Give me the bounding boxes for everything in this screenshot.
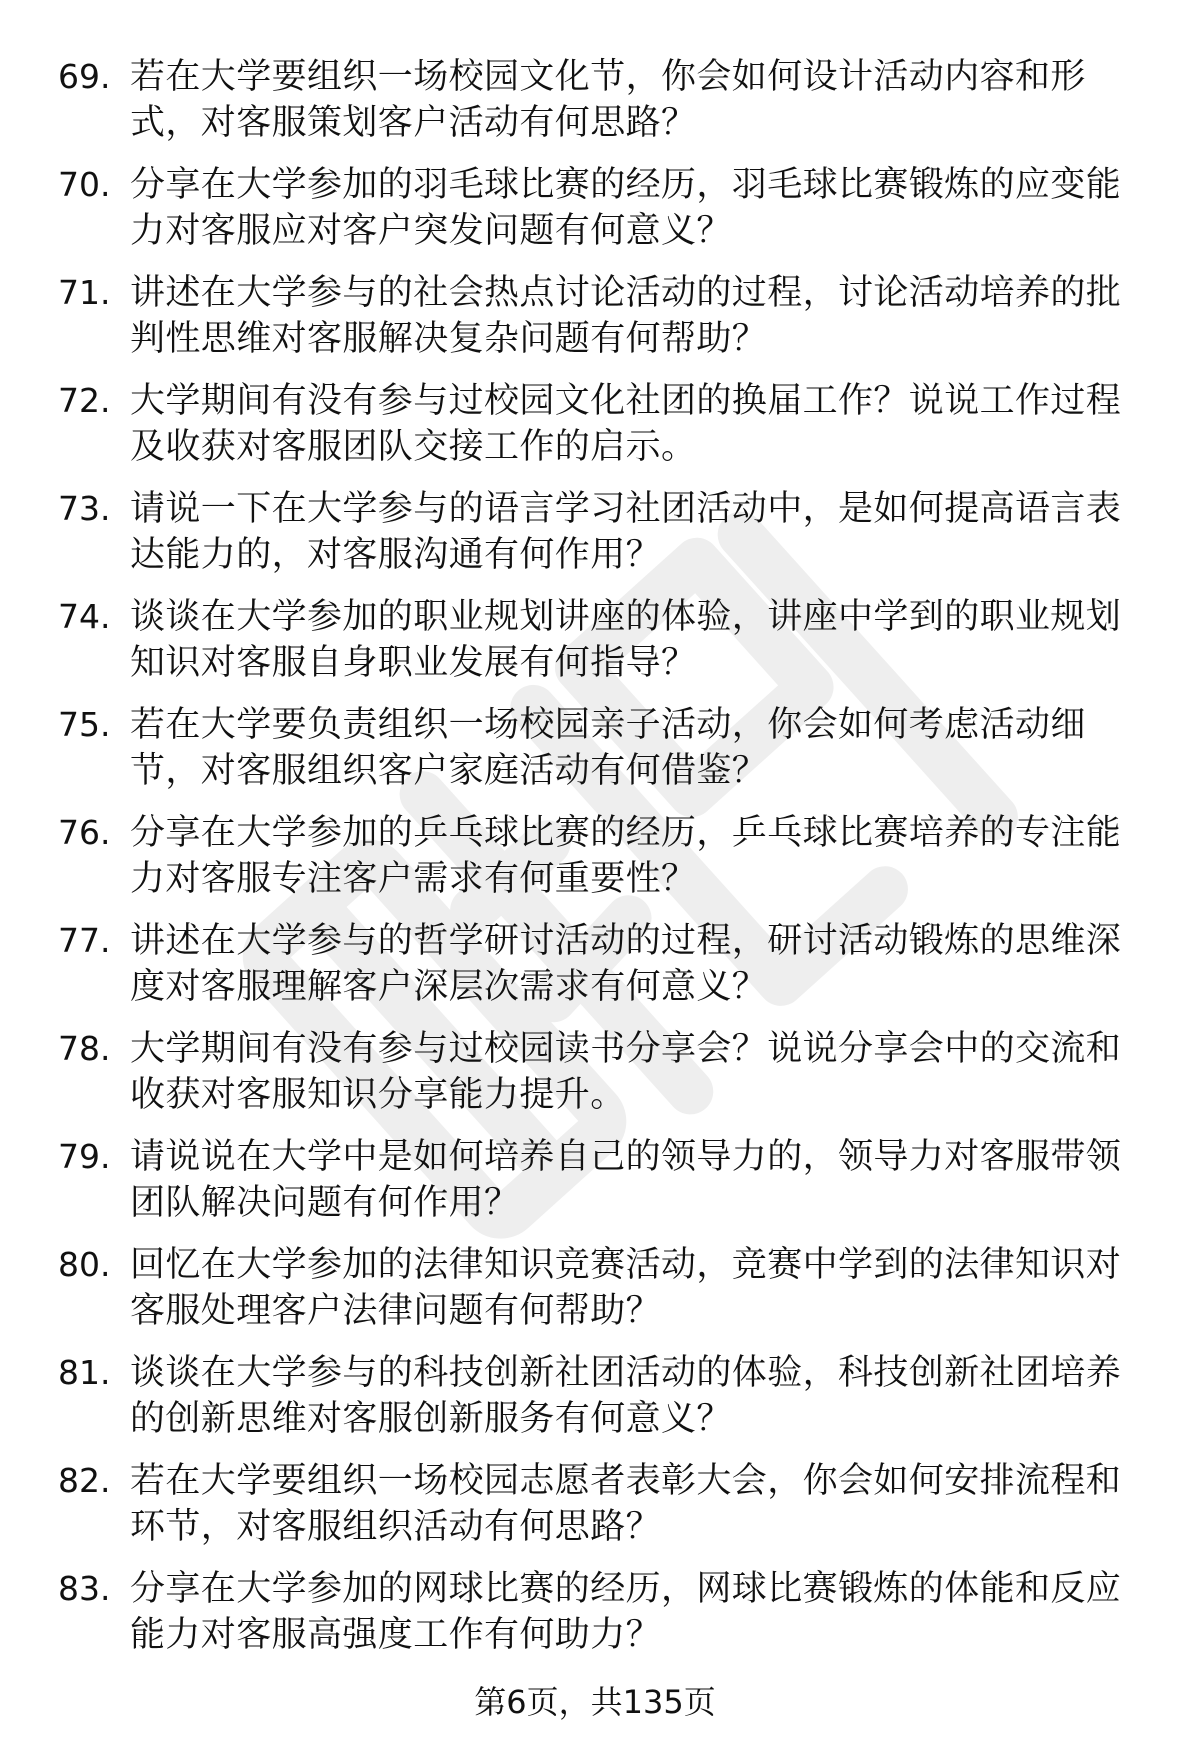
question-number: 82. [58,1461,111,1500]
question-text: 若在大学要组织一场校园志愿者表彰大会，你会如何安排流程和环节，对客服组织活动有何思路？ [130,1461,1122,1547]
question-number: 73. [58,489,111,528]
question-number: 79. [58,1137,111,1176]
question-item [58,810,1148,918]
question-number: 70. [58,165,111,204]
question-number: 78. [58,1029,111,1068]
question-number: 71. [58,273,111,312]
question-text: 谈谈在大学参与的科技创新社团活动的体验，科技创新社团培养的创新思维对客服创新服务有何意义？ [130,1353,1122,1439]
question-item [58,918,1148,1026]
question-number: 75. [58,705,111,744]
question-text: 讲述在大学参与的社会热点讨论活动的过程，讨论活动培养的批判性思维对客服解决复杂问题有何帮助？ [130,273,1122,359]
question-text: 若在大学要组织一场校园文化节，你会如何设计活动内容和形式，对客服策划客户活动有何思路？ [130,57,1086,143]
question-text: 分享在大学参加的羽毛球比赛的经历，羽毛球比赛锻炼的应变能力对客服应对客户突发问题有何意义？ [130,165,1122,251]
question-list [58,54,1148,1674]
question-item [58,1350,1148,1458]
page-indicator: 第6页，共135页 [474,1683,716,1721]
question-number: 81. [58,1353,111,1392]
question-text: 大学期间有没有参与过校园读书分享会？说说分享会中的交流和收获对客服知识分享能力提升。 [130,1029,1122,1115]
question-number: 80. [58,1245,111,1284]
question-item [58,1134,1148,1242]
question-number: 69. [58,57,111,96]
question-text: 分享在大学参加的网球比赛的经历，网球比赛锻炼的体能和反应能力对客服高强度工作有何助力？ [130,1569,1122,1655]
question-number: 83. [58,1569,111,1608]
question-number: 76. [58,813,111,852]
question-text: 请说一下在大学参与的语言学习社团活动中，是如何提高语言表达能力的，对客服沟通有何作用？ [130,489,1122,575]
question-item [58,702,1148,810]
question-text: 分享在大学参加的乒乓球比赛的经历，乒乓球比赛培养的专注能力对客服专注客户需求有何重要性？ [130,813,1122,899]
question-item [58,486,1148,594]
question-item [58,54,1148,162]
question-text: 谈谈在大学参加的职业规划讲座的体验，讲座中学到的职业规划知识对客服自身职业发展有何指导？ [130,597,1122,683]
question-item [58,270,1148,378]
question-text: 大学期间有没有参与过校园文化社团的换届工作？说说工作过程及收获对客服团队交接工作的启示。 [130,381,1122,467]
question-number: 74. [58,597,111,636]
question-item [58,1566,1148,1674]
question-item [58,1026,1148,1134]
question-item [58,594,1148,702]
question-number: 77. [58,921,111,960]
question-text: 若在大学要负责组织一场校园亲子活动，你会如何考虑活动细节，对客服组织客户家庭活动有何借鉴？ [130,705,1086,791]
question-text: 请说说在大学中是如何培养自己的领导力的，领导力对客服带领团队解决问题有何作用？ [130,1137,1122,1223]
question-text: 讲述在大学参与的哲学研讨活动的过程，研讨活动锻炼的思维深度对客服理解客户深层次需求有何意义？ [130,921,1122,1007]
question-number: 72. [58,381,111,420]
question-item [58,1458,1148,1566]
question-text: 回忆在大学参加的法律知识竞赛活动，竞赛中学到的法律知识对客服处理客户法律问题有何帮助？ [130,1245,1122,1331]
question-item [58,1242,1148,1350]
question-item [58,378,1148,486]
question-item [58,162,1148,270]
